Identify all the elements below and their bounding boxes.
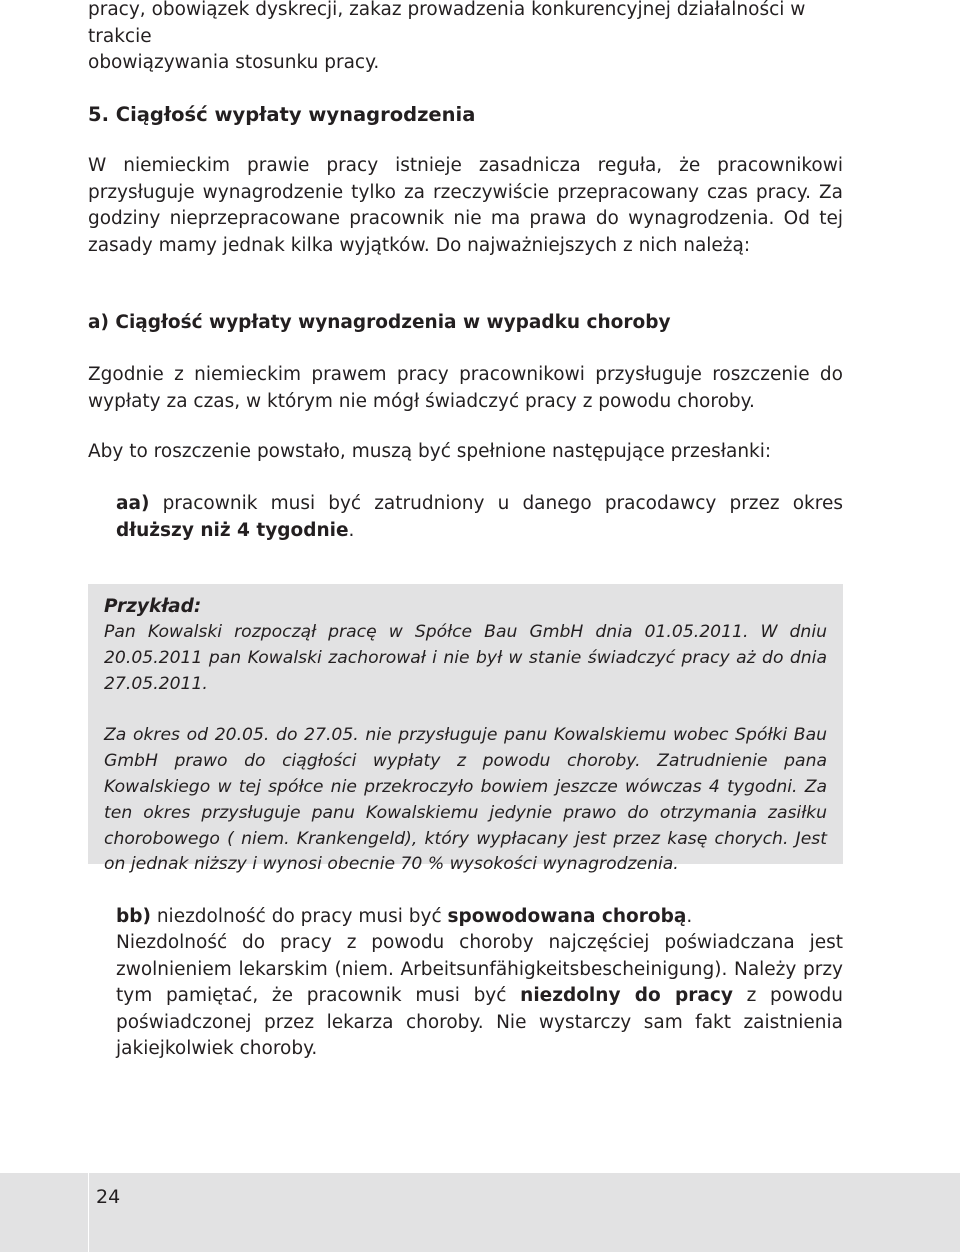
intro-continuation [88, 0, 843, 77]
condition-bb-end: . [686, 906, 693, 927]
condition-aa-text: pracownik musi być zatrudniony u danego pracodawcy przez okres [149, 493, 843, 514]
example-box [88, 584, 843, 875]
condition-bb [116, 904, 843, 931]
footer-bar [0, 1173, 960, 1252]
condition-aa [116, 491, 843, 544]
condition-bb-bold: spowodowana chorobą [447, 906, 687, 927]
condition-bb-paragraph [116, 930, 843, 1063]
subsection-paragraph-1: Zgodnie z niemieckim prawem pracy pracownikowi przysługuje roszczenie do wypłaty za czas, w którym nie mógł świadczyć pracy z powodu choroby. [88, 364, 843, 412]
condition-bb-para-bold: niezdolny do pracy [520, 985, 733, 1006]
subsection-heading: a) Ciągłość wypłaty wynagrodzenia w wypadku choroby [88, 312, 671, 333]
section-paragraph: W niemieckim prawie pracy istnieje zasadnicza reguła, że pracownikowi przysługuje wynagrodzenie tylko za rzeczywiście przepracowany czas pracy. Za godziny nieprzepracowane pracownik nie ma prawa do wynagrodzenia. Od tej zasady mamy jednak kilka wyjątków. Do najważniejszych z nich należą: [88, 155, 843, 256]
subsection-paragraph-2: Aby to roszczenie powstało, muszą być spełnione następujące przesłanki: [88, 441, 772, 462]
condition-bb-text: niezdolność do pracy musi być [150, 906, 448, 927]
condition-bb-para-2: z powodu poświadczonej przez lekarza choroby. Nie wystarczy sam fakt zaistnienia jakiejkolwiek choroby. [116, 985, 844, 1059]
example-paragraph-1: Pan Kowalski rozpoczął pracę w Spółce Bau GmbH dnia 01.05.2011. W dniu 20.05.2011 pan Kowalski zachorował i nie był w stanie świadczyć pracy aż do dnia 27.05.2011. [104, 622, 827, 694]
intro-line-2: obowiązywania stosunku pracy. [88, 52, 380, 73]
condition-aa-label: aa) [116, 493, 150, 514]
condition-bb-para-1: Niezdolność do pracy z powodu choroby najczęściej poświadczana jest zwolnieniem lekarskim (niem. Arbeitsunfähigkeitsbescheinigung). Należy przy tym pamiętać, że pracownik musi być [116, 932, 843, 1006]
condition-aa-bold: dłuższy niż 4 tygodnie [116, 519, 349, 541]
example-title: Przykład: [104, 596, 202, 617]
intro-line-1: pracy, obowiązek dyskrecji, zakaz prowadzenia konkurencyjnej działalności w trakcie [88, 0, 806, 47]
example-paragraph-2: Za okres od 20.05. do 27.05. nie przysługuje panu Kowalskiemu wobec Spółki Bau GmbH prawo do ciągłości wypłaty z powodu choroby. Zatrudnienie pana Kowalskiego w tej spółce nie przekroczyło bowiem jeszcze wówczas 4 tygodni. Za ten okres przysługuje panu Kowalskiemu jedynie prawo do otrzymania zasiłku chorobowego ( niem. Krankengeld), który wypłacany jest przez kasę chorych. Jest on jednak niższy i wynosi obecnie 70 % wysokości wynagrodzenia. [104, 725, 827, 875]
section-heading: 5. Ciągłość wypłaty wynagrodzenia [88, 103, 476, 126]
condition-aa-end: . [348, 519, 355, 541]
page-number: 24 [96, 1186, 121, 1208]
condition-bb-label: bb) [116, 906, 151, 927]
footer-divider [88, 1173, 189, 1252]
